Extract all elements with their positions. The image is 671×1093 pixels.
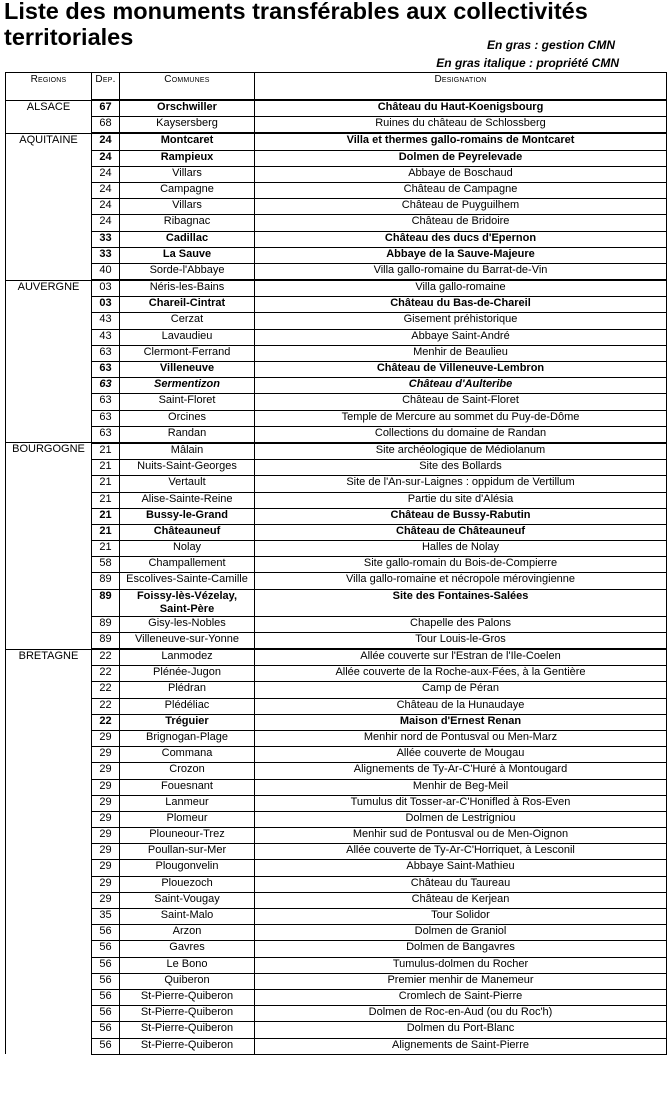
table-row xyxy=(6,215,667,231)
dep-cell: 63 xyxy=(92,394,120,410)
dep-cell: 21 xyxy=(92,541,120,557)
table-row xyxy=(6,909,667,925)
designation-cell: Allée couverte de Mougau xyxy=(255,747,667,763)
dep-cell: 21 xyxy=(92,524,120,540)
region-cell xyxy=(6,892,92,908)
header-regions: Regions xyxy=(6,73,92,101)
dep-cell: 29 xyxy=(92,860,120,876)
designation-cell: Site des Fontaines-Salées xyxy=(255,589,667,616)
dep-cell: 43 xyxy=(92,329,120,345)
table-row xyxy=(6,182,667,198)
table-row xyxy=(6,524,667,540)
commune-cell: Kaysersberg xyxy=(120,117,255,134)
commune-cell: Escolives-Sainte-Camille xyxy=(120,573,255,589)
dep-cell: 33 xyxy=(92,231,120,247)
region-cell: AQUITAINE xyxy=(6,133,92,150)
table-row xyxy=(6,941,667,957)
table-row xyxy=(6,573,667,589)
commune-cell: Saint-Floret xyxy=(120,394,255,410)
designation-cell: Temple de Mercure au sommet du Puy-de-Dôme xyxy=(255,410,667,426)
designation-cell: Camp de Péran xyxy=(255,682,667,698)
designation-cell: Villa gallo-romaine du Barrat-de-Vin xyxy=(255,263,667,280)
region-cell xyxy=(6,508,92,524)
dep-cell: 24 xyxy=(92,133,120,150)
commune-cell: Plouezoch xyxy=(120,876,255,892)
designation-cell: Menhir nord de Pontusval ou Men-Marz xyxy=(255,730,667,746)
table-row xyxy=(6,117,667,134)
designation-cell: Tour Solidor xyxy=(255,909,667,925)
designation-cell: Dolmen de Roc-en-Aud (ou du Roc'h) xyxy=(255,1006,667,1022)
region-cell xyxy=(6,524,92,540)
designation-cell: Gisement préhistorique xyxy=(255,313,667,329)
table-row xyxy=(6,378,667,394)
table-row xyxy=(6,410,667,426)
table-row xyxy=(6,280,667,297)
table-row xyxy=(6,263,667,280)
designation-cell: Allée couverte sur l'Estran de l'Ile-Coelen xyxy=(255,649,667,666)
page-title: Liste des monuments transférables aux collectivités territoriales xyxy=(4,0,588,50)
dep-cell: 29 xyxy=(92,892,120,908)
designation-cell: Alignements de Ty-Ar-C'Huré à Montougard xyxy=(255,763,667,779)
region-cell xyxy=(6,973,92,989)
dep-cell: 29 xyxy=(92,795,120,811)
dep-cell: 24 xyxy=(92,182,120,198)
commune-cell: Orschwiller xyxy=(120,100,255,117)
table-row xyxy=(6,876,667,892)
table-row xyxy=(6,541,667,557)
table-row xyxy=(6,714,667,730)
table-row xyxy=(6,1038,667,1054)
table-row xyxy=(6,682,667,698)
region-cell xyxy=(6,632,92,649)
table-row xyxy=(6,589,667,616)
dep-cell: 24 xyxy=(92,215,120,231)
commune-cell: La Sauve xyxy=(120,247,255,263)
designation-cell: Château du Taureau xyxy=(255,876,667,892)
table-row xyxy=(6,362,667,378)
region-cell xyxy=(6,345,92,361)
region-cell xyxy=(6,492,92,508)
commune-cell: Chareil-Cintrat xyxy=(120,297,255,313)
designation-cell: Site des Bollards xyxy=(255,460,667,476)
region-cell xyxy=(6,844,92,860)
region-cell xyxy=(6,573,92,589)
table-row xyxy=(6,231,667,247)
commune-cell: Quiberon xyxy=(120,973,255,989)
dep-cell: 35 xyxy=(92,909,120,925)
region-cell: BOURGOGNE xyxy=(6,443,92,460)
dep-cell: 22 xyxy=(92,649,120,666)
dep-cell: 56 xyxy=(92,925,120,941)
commune-cell: Plédéliac xyxy=(120,698,255,714)
table-row xyxy=(6,860,667,876)
table-row xyxy=(6,313,667,329)
commune-cell: Saint-Vougay xyxy=(120,892,255,908)
dep-cell: 63 xyxy=(92,362,120,378)
dep-cell: 89 xyxy=(92,632,120,649)
designation-cell: Allée couverte de la Roche-aux-Fées, à la Gentière xyxy=(255,666,667,682)
commune-cell: Sorde-l'Abbaye xyxy=(120,263,255,280)
commune-cell: Rampieux xyxy=(120,150,255,166)
dep-cell: 56 xyxy=(92,973,120,989)
designation-cell: Château de la Hunaudaye xyxy=(255,698,667,714)
dep-cell: 68 xyxy=(92,117,120,134)
designation-cell: Premier menhir de Manemeur xyxy=(255,973,667,989)
commune-cell: Orcines xyxy=(120,410,255,426)
region-cell xyxy=(6,263,92,280)
region-cell xyxy=(6,476,92,492)
dep-cell: 29 xyxy=(92,828,120,844)
region-cell xyxy=(6,199,92,215)
region-cell: AUVERGNE xyxy=(6,280,92,297)
commune-cell: Villeneuve xyxy=(120,362,255,378)
commune-cell: Villars xyxy=(120,166,255,182)
table-row xyxy=(6,763,667,779)
table-row xyxy=(6,795,667,811)
region-cell xyxy=(6,682,92,698)
dep-cell: 29 xyxy=(92,876,120,892)
commune-cell: Poullan-sur-Mer xyxy=(120,844,255,860)
dep-cell: 21 xyxy=(92,492,120,508)
region-cell xyxy=(6,231,92,247)
region-cell xyxy=(6,182,92,198)
dep-cell: 63 xyxy=(92,345,120,361)
commune-cell: Brignogan-Plage xyxy=(120,730,255,746)
region-cell xyxy=(6,378,92,394)
dep-cell: 56 xyxy=(92,989,120,1005)
dep-cell: 63 xyxy=(92,426,120,443)
dep-cell: 03 xyxy=(92,297,120,313)
dep-cell: 21 xyxy=(92,508,120,524)
table-row xyxy=(6,199,667,215)
region-cell xyxy=(6,730,92,746)
region-cell xyxy=(6,313,92,329)
region-cell xyxy=(6,989,92,1005)
region-cell xyxy=(6,117,92,134)
commune-cell: Gavres xyxy=(120,941,255,957)
commune-cell: Gisy-les-Nobles xyxy=(120,616,255,632)
table-row xyxy=(6,426,667,443)
commune-cell: Plouneour-Trez xyxy=(120,828,255,844)
table-row xyxy=(6,166,667,182)
region-cell xyxy=(6,460,92,476)
commune-cell: Cerzat xyxy=(120,313,255,329)
commune-cell: Cadillac xyxy=(120,231,255,247)
commune-cell: Montcaret xyxy=(120,133,255,150)
region-cell xyxy=(6,1038,92,1054)
region-cell xyxy=(6,215,92,231)
designation-cell: Collections du domaine de Randan xyxy=(255,426,667,443)
region-cell xyxy=(6,795,92,811)
designation-cell: Menhir sud de Pontusval ou de Men-Oignon xyxy=(255,828,667,844)
dep-cell: 29 xyxy=(92,730,120,746)
table-row xyxy=(6,957,667,973)
commune-cell: Mâlain xyxy=(120,443,255,460)
commune-cell: Nuits-Saint-Georges xyxy=(120,460,255,476)
dep-cell: 22 xyxy=(92,682,120,698)
designation-cell: Dolmen de Bangavres xyxy=(255,941,667,957)
commune-cell: Arzon xyxy=(120,925,255,941)
table-row xyxy=(6,394,667,410)
table-row xyxy=(6,989,667,1005)
designation-cell: Tumulus dit Tosser-ar-C'Honifled à Ros-Even xyxy=(255,795,667,811)
designation-cell: Abbaye de la Sauve-Majeure xyxy=(255,247,667,263)
designation-cell: Château des ducs d'Epernon xyxy=(255,231,667,247)
region-cell xyxy=(6,909,92,925)
designation-cell: Site de l'An-sur-Laignes : oppidum de Vertillum xyxy=(255,476,667,492)
dep-cell: 24 xyxy=(92,150,120,166)
dep-cell: 40 xyxy=(92,263,120,280)
designation-cell: Villa gallo-romaine xyxy=(255,280,667,297)
commune-cell: Néris-les-Bains xyxy=(120,280,255,297)
table-row xyxy=(6,632,667,649)
table-row xyxy=(6,649,667,666)
commune-cell: Villeneuve-sur-Yonne xyxy=(120,632,255,649)
designation-cell: Site gallo-romain du Bois-de-Compierre xyxy=(255,557,667,573)
designation-cell: Tumulus-dolmen du Rocher xyxy=(255,957,667,973)
commune-cell: Campagne xyxy=(120,182,255,198)
designation-cell: Château du Bas-de-Chareil xyxy=(255,297,667,313)
region-cell xyxy=(6,150,92,166)
commune-cell: Châteauneuf xyxy=(120,524,255,540)
region-cell: BRETAGNE xyxy=(6,649,92,666)
commune-cell: Randan xyxy=(120,426,255,443)
designation-cell: Château de Villeneuve-Lembron xyxy=(255,362,667,378)
commune-cell: Champallement xyxy=(120,557,255,573)
table-row xyxy=(6,492,667,508)
commune-cell: Villars xyxy=(120,199,255,215)
region-cell xyxy=(6,557,92,573)
region-cell xyxy=(6,394,92,410)
commune-cell: Plougonvelin xyxy=(120,860,255,876)
commune-cell: Alise-Sainte-Reine xyxy=(120,492,255,508)
designation-cell: Abbaye Saint-André xyxy=(255,329,667,345)
table-row xyxy=(6,297,667,313)
region-cell xyxy=(6,426,92,443)
designation-cell: Château d'Aulteribe xyxy=(255,378,667,394)
table-row xyxy=(6,476,667,492)
region-cell xyxy=(6,297,92,313)
region-cell xyxy=(6,714,92,730)
dep-cell: 22 xyxy=(92,698,120,714)
table-row xyxy=(6,747,667,763)
designation-cell: Château de Châteauneuf xyxy=(255,524,667,540)
designation-cell: Chapelle des Palons xyxy=(255,616,667,632)
region-cell xyxy=(6,362,92,378)
region-cell xyxy=(6,811,92,827)
region-cell xyxy=(6,329,92,345)
region-cell xyxy=(6,828,92,844)
dep-cell: 29 xyxy=(92,747,120,763)
designation-cell: Abbaye Saint-Mathieu xyxy=(255,860,667,876)
region-cell xyxy=(6,541,92,557)
commune-cell: Saint-Malo xyxy=(120,909,255,925)
designation-cell: Château de Campagne xyxy=(255,182,667,198)
commune-cell: Le Bono xyxy=(120,957,255,973)
region-cell xyxy=(6,410,92,426)
region-cell xyxy=(6,957,92,973)
commune-cell: Crozon xyxy=(120,763,255,779)
dep-cell: 63 xyxy=(92,410,120,426)
designation-cell: Site archéologique de Médiolanum xyxy=(255,443,667,460)
commune-cell: St-Pierre-Quiberon xyxy=(120,1006,255,1022)
commune-cell: Commana xyxy=(120,747,255,763)
commune-cell: Clermont-Ferrand xyxy=(120,345,255,361)
table-row xyxy=(6,133,667,150)
region-cell xyxy=(6,941,92,957)
table-row xyxy=(6,925,667,941)
designation-cell: Maison d'Ernest Renan xyxy=(255,714,667,730)
designation-cell: Cromlech de Saint-Pierre xyxy=(255,989,667,1005)
commune-cell: St-Pierre-Quiberon xyxy=(120,989,255,1005)
table-row xyxy=(6,460,667,476)
table-row xyxy=(6,100,667,117)
dep-cell: 89 xyxy=(92,589,120,616)
dep-cell: 56 xyxy=(92,1022,120,1038)
designation-cell: Château de Bussy-Rabutin xyxy=(255,508,667,524)
dep-cell: 89 xyxy=(92,616,120,632)
designation-cell: Villa et thermes gallo-romains de Montcaret xyxy=(255,133,667,150)
designation-cell: Dolmen de Graniol xyxy=(255,925,667,941)
header-communes: Communes xyxy=(120,73,255,101)
commune-cell: Plomeur xyxy=(120,811,255,827)
table-row xyxy=(6,973,667,989)
region-cell xyxy=(6,698,92,714)
designation-cell: Allée couverte de Ty-Ar-C'Horriquet, à Lesconil xyxy=(255,844,667,860)
designation-cell: Partie du site d'Alésia xyxy=(255,492,667,508)
dep-cell: 56 xyxy=(92,941,120,957)
region-cell xyxy=(6,779,92,795)
region-cell xyxy=(6,247,92,263)
designation-cell: Château de Kerjean xyxy=(255,892,667,908)
commune-cell: Nolay xyxy=(120,541,255,557)
designation-cell: Château de Saint-Floret xyxy=(255,394,667,410)
table-row xyxy=(6,247,667,263)
designation-cell: Dolmen de Peyrelevade xyxy=(255,150,667,166)
designation-cell: Halles de Nolay xyxy=(255,541,667,557)
region-cell xyxy=(6,589,92,616)
designation-cell: Château du Haut-Koenigsbourg xyxy=(255,100,667,117)
commune-cell: St-Pierre-Quiberon xyxy=(120,1022,255,1038)
commune-cell: Bussy-le-Grand xyxy=(120,508,255,524)
region-cell xyxy=(6,860,92,876)
region-cell xyxy=(6,876,92,892)
dep-cell: 24 xyxy=(92,166,120,182)
dep-cell: 63 xyxy=(92,378,120,394)
designation-cell: Menhir de Beaulieu xyxy=(255,345,667,361)
dep-cell: 29 xyxy=(92,779,120,795)
designation-cell: Château de Bridoire xyxy=(255,215,667,231)
designation-cell: Menhir de Beg-Meil xyxy=(255,779,667,795)
dep-cell: 89 xyxy=(92,573,120,589)
region-cell xyxy=(6,166,92,182)
monuments-table xyxy=(5,72,667,1055)
dep-cell: 24 xyxy=(92,199,120,215)
dep-cell: 03 xyxy=(92,280,120,297)
table-row xyxy=(6,730,667,746)
dep-cell: 22 xyxy=(92,666,120,682)
commune-cell: Vertault xyxy=(120,476,255,492)
commune-cell: Plénée-Jugon xyxy=(120,666,255,682)
dep-cell: 29 xyxy=(92,844,120,860)
dep-cell: 33 xyxy=(92,247,120,263)
table-row xyxy=(6,443,667,460)
table-row xyxy=(6,892,667,908)
table-row xyxy=(6,844,667,860)
designation-cell: Château de Puyguilhem xyxy=(255,199,667,215)
commune-cell: St-Pierre-Quiberon xyxy=(120,1038,255,1054)
commune-cell: Lanmodez xyxy=(120,649,255,666)
table-row xyxy=(6,666,667,682)
table-row xyxy=(6,811,667,827)
designation-cell: Alignements de Saint-Pierre xyxy=(255,1038,667,1054)
designation-cell: Dolmen du Port-Blanc xyxy=(255,1022,667,1038)
commune-cell: Foissy-lès-Vézelay, Saint-Père xyxy=(120,589,255,616)
designation-cell: Ruines du château de Schlossberg xyxy=(255,117,667,134)
table-row xyxy=(6,329,667,345)
table-row xyxy=(6,508,667,524)
table-row xyxy=(6,1022,667,1038)
table-row xyxy=(6,345,667,361)
header-designation: Designation xyxy=(255,73,667,101)
dep-cell: 29 xyxy=(92,763,120,779)
commune-cell: Plédran xyxy=(120,682,255,698)
commune-cell: Lanmeur xyxy=(120,795,255,811)
dep-cell: 56 xyxy=(92,1038,120,1054)
dep-cell: 21 xyxy=(92,460,120,476)
table-row xyxy=(6,828,667,844)
designation-cell: Villa gallo-romaine et nécropole mérovingienne xyxy=(255,573,667,589)
table-row xyxy=(6,1006,667,1022)
region-cell xyxy=(6,616,92,632)
region-cell xyxy=(6,763,92,779)
header-dep: Dep. xyxy=(92,73,120,101)
commune-cell: Lavaudieu xyxy=(120,329,255,345)
dep-cell: 56 xyxy=(92,957,120,973)
dep-cell: 43 xyxy=(92,313,120,329)
dep-cell: 58 xyxy=(92,557,120,573)
legend-bold: En gras : gestion CMN xyxy=(486,38,615,52)
legend-bold-italic: En gras italique : propriété CMN xyxy=(436,56,619,70)
dep-cell: 22 xyxy=(92,714,120,730)
table-row xyxy=(6,698,667,714)
commune-cell: Tréguier xyxy=(120,714,255,730)
designation-cell: Abbaye de Boschaud xyxy=(255,166,667,182)
dep-cell: 21 xyxy=(92,476,120,492)
dep-cell: 29 xyxy=(92,811,120,827)
region-cell: ALSACE xyxy=(6,100,92,117)
table-header xyxy=(6,73,667,101)
designation-cell: Tour Louis-le-Gros xyxy=(255,632,667,649)
designation-cell: Dolmen de Lestrigniou xyxy=(255,811,667,827)
dep-cell: 56 xyxy=(92,1006,120,1022)
commune-cell: Fouesnant xyxy=(120,779,255,795)
table-row xyxy=(6,616,667,632)
region-cell xyxy=(6,1022,92,1038)
table-row xyxy=(6,150,667,166)
region-cell xyxy=(6,925,92,941)
table-row xyxy=(6,557,667,573)
dep-cell: 21 xyxy=(92,443,120,460)
region-cell xyxy=(6,747,92,763)
dep-cell: 67 xyxy=(92,100,120,117)
table-row xyxy=(6,779,667,795)
region-cell xyxy=(6,1006,92,1022)
commune-cell: Sermentizon xyxy=(120,378,255,394)
region-cell xyxy=(6,666,92,682)
commune-cell: Ribagnac xyxy=(120,215,255,231)
